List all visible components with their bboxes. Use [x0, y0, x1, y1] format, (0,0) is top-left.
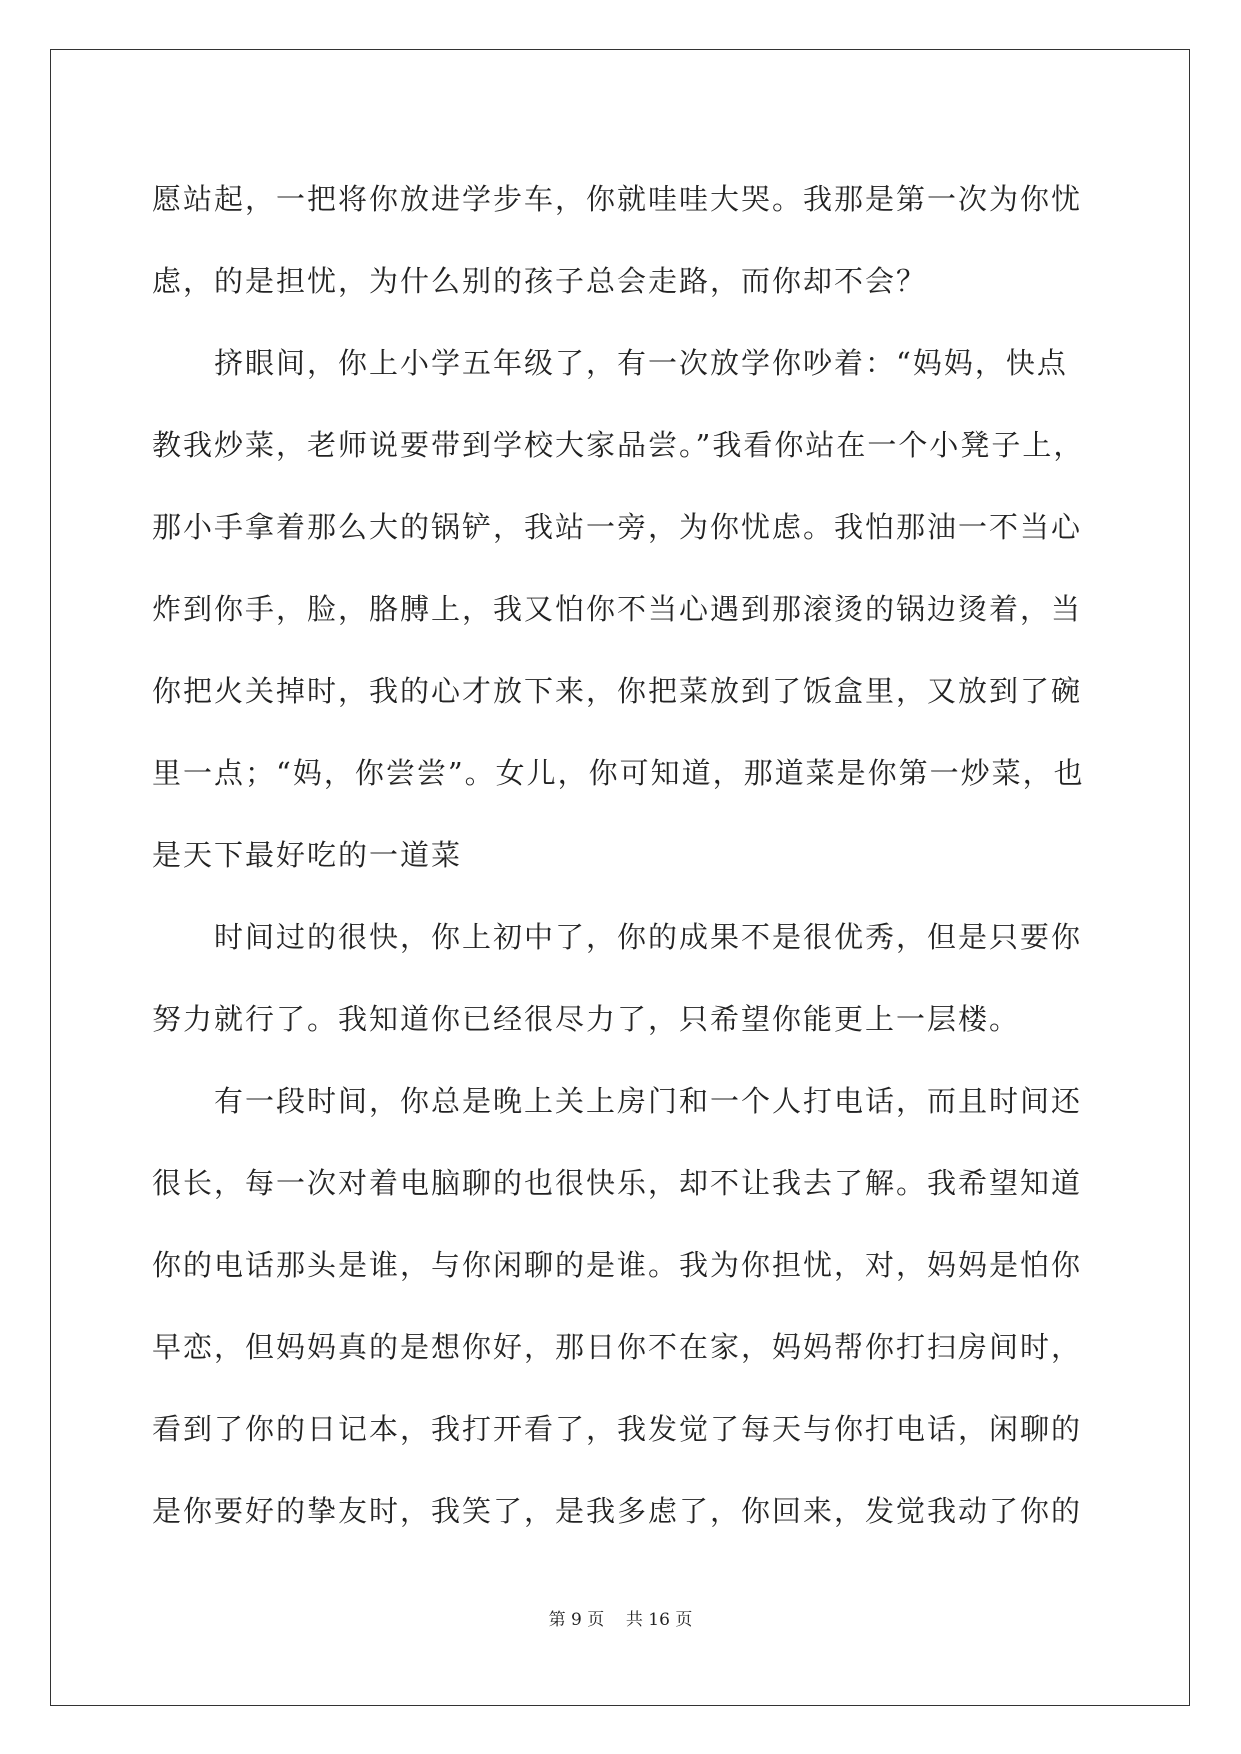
text-line: 看到了你的日记本，我打开看了，我发觉了每天与你打电话，闲聊的 — [152, 1412, 1083, 1446]
text-line: 是天下最好吃的一道菜 — [152, 838, 463, 872]
text-line: 是你要好的挚友时，我笑了，是我多虑了，你回来，发觉我动了你的 — [152, 1494, 1083, 1528]
text-line: 努力就行了。我知道你已经很尽力了，只希望你能更上一层楼。 — [152, 1002, 1021, 1036]
text-line: 早恋，但妈妈真的是想你好，那日你不在家，妈妈帮你打扫房间时， — [152, 1330, 1083, 1364]
text-line: 那小手拿着那么大的锅铲，我站一旁，为你忧虑。我怕那油一不当心 — [152, 510, 1083, 544]
text-line: 虑，的是担忧，为什么别的孩子总会走路，而你却不会？ — [152, 264, 928, 298]
text-line: 时间过的很快，你上初中了，你的成果不是很优秀，但是只要你 — [214, 920, 1083, 954]
text-line: 教我炒菜，老师说要带到学校大家品尝。”我看你站在一个小凳子上， — [152, 428, 1085, 462]
text-line: 你的电话那头是谁，与你闲聊的是谁。我为你担忧，对，妈妈是怕你 — [152, 1248, 1083, 1282]
text-line: 你把火关掉时，我的心才放下来，你把菜放到了饭盒里，又放到了碗 — [152, 674, 1083, 708]
text-line: 有一段时间，你总是晚上关上房门和一个人打电话，而且时间还 — [214, 1084, 1083, 1118]
text-line: 里一点；“妈，你尝尝”。女儿，你可知道，那道菜是你第一炒菜，也 — [152, 756, 1085, 790]
text-line: 挤眼间，你上小学五年级了，有一次放学你吵着：“妈妈，快点 — [214, 346, 1068, 380]
text-line: 炸到你手，脸，胳膊上，我又怕你不当心遇到那滚烫的锅边烫着，当 — [152, 592, 1083, 626]
text-line: 愿站起，一把将你放进学步车，你就哇哇大哭。我那是第一次为你忧 — [152, 182, 1083, 216]
page-number: 第 9 页 共 16 页 — [548, 1610, 693, 1630]
page-footer — [0, 1608, 1241, 1632]
text-line: 很长，每一次对着电脑聊的也很快乐，却不让我去了解。我希望知道 — [152, 1166, 1083, 1200]
document-body — [152, 158, 1102, 1552]
